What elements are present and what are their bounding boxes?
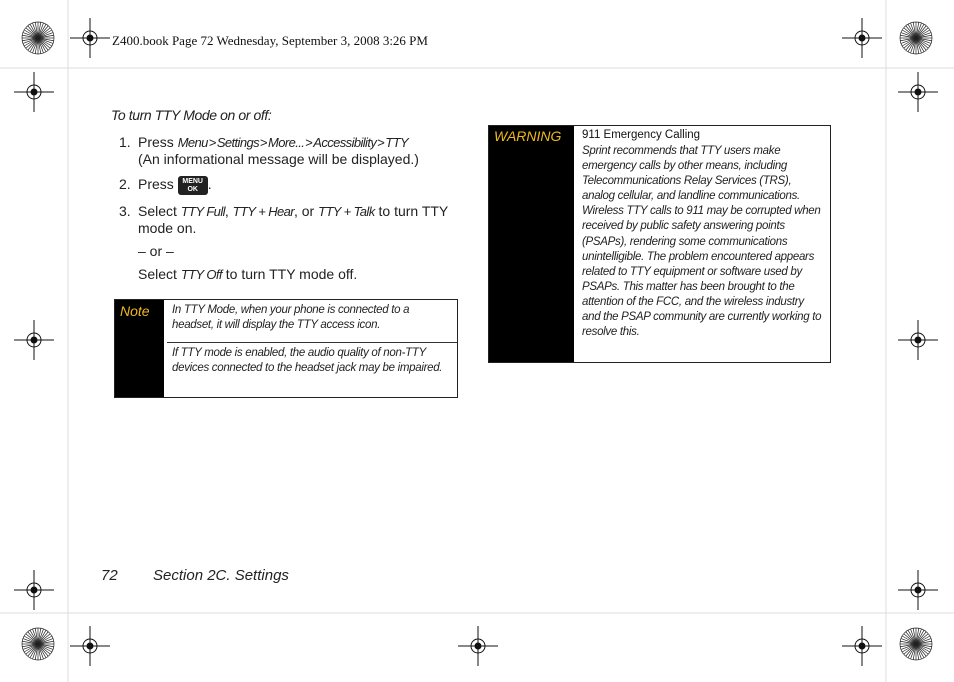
note-label: Note (120, 303, 150, 319)
step-1 (119, 134, 459, 168)
menu-separator: > (305, 135, 313, 150)
steps-list (119, 134, 459, 291)
instruction-heading: To turn TTY Mode on or off: (111, 107, 272, 123)
note-text: In TTY Mode, when your phone is connected to a headset, it will display the TTY access icon. (172, 304, 410, 331)
warning-sidebar (489, 126, 574, 362)
warning-box (488, 125, 831, 363)
crosshair-mark (14, 72, 54, 112)
warning-body: Sprint recommends that TTY users make emergency calls by other means, including Telecommunications Relay Services (TRS), analog cellular, and landline communications. Wireless TTY calls to 911 may be corrupted when received by public safety answering points (PSAPs), rendering some communications unintelligible. The problem encountered appears related to TTY equipment or software used by PSAPs. This matter has been brought to the attention of the FCC, and the wireless industry and the PSAP community are currently working to resolve this. (582, 145, 822, 339)
section-title: Section 2C. Settings (153, 567, 289, 584)
page-number: 72 (101, 567, 118, 584)
menu-separator: > (260, 135, 267, 150)
or-separator: – or – (138, 243, 174, 259)
note-text: If TTY mode is enabled, the audio quality of non-TTY devices connected to the headset jack may be impaired. (172, 347, 443, 374)
menu-separator: > (208, 135, 216, 150)
step-text: Press (138, 134, 178, 150)
step-3: 3. Select TTY Full, TTY + Hear, or TTY + Talk to turn TTY mode on. – or – Select TTY Off to turn TTY mode off. (119, 203, 459, 283)
crosshair-mark (458, 626, 498, 666)
crosshair-mark (70, 18, 110, 58)
note-sidebar (115, 300, 164, 397)
divider (167, 342, 457, 343)
crosshair-mark (898, 72, 938, 112)
crosshair-mark (14, 320, 54, 360)
step-text: Press (138, 176, 178, 193)
crosshair-mark (14, 570, 54, 610)
step-3-alt: Select TTY Off to turn TTY mode off. (138, 266, 358, 282)
menu-ok-key-icon: MENU OK (178, 176, 208, 195)
crosshair-mark (898, 320, 938, 360)
note-box (114, 299, 458, 398)
option-tty-hear: TTY + Hear (232, 204, 294, 219)
crosshair-mark (70, 626, 110, 666)
step-note: (An informational message will be displayed.) (138, 151, 419, 167)
crosshair-mark (842, 626, 882, 666)
step-number: 3. (119, 203, 131, 219)
menu-separator: > (377, 135, 385, 150)
crosshair-mark (842, 18, 882, 58)
option-tty-talk: TTY + Talk (318, 204, 375, 219)
menu-path (178, 135, 408, 150)
menu-item: Settings (216, 135, 259, 150)
step-number: 1. (119, 134, 131, 150)
print-header: Z400.book Page 72 Wednesday, September 3, 2008 3:26 PM (112, 33, 428, 48)
warning-label: WARNING (494, 128, 562, 144)
menu-item: Menu (177, 135, 208, 150)
menu-item: Accessibility (313, 135, 377, 150)
menu-item: TTY (385, 135, 409, 150)
step-number: 2. (119, 176, 131, 192)
step-2: 2. Press MENU OK . (119, 176, 212, 193)
crosshair-mark (898, 570, 938, 610)
warning-title: 911 Emergency Calling (582, 129, 701, 141)
option-tty-off: TTY Off (180, 267, 222, 282)
menu-item: More... (268, 135, 305, 150)
option-tty-full: TTY Full (180, 204, 225, 219)
